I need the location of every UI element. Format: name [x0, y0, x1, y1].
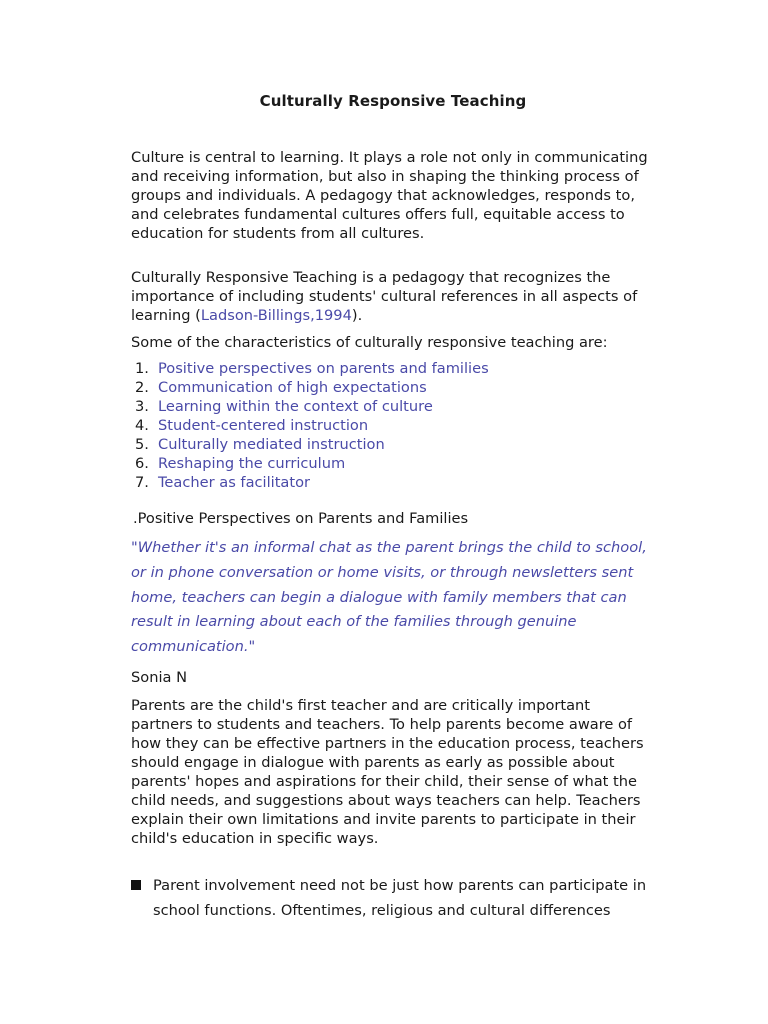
list-number: 7.: [135, 474, 149, 491]
bullet-item: [131, 873, 651, 923]
quote-block: "Whether it's an informal chat as the parent brings the child to school, or in phone conversation or home visits, or through newsletters sent home, teachers can begin a dialogue with family members that can result in learning about each of the families through genuine communication.": [131, 539, 647, 656]
list-number: 5.: [135, 436, 149, 453]
list-item[interactable]: [135, 378, 489, 397]
document-title: Culturally Responsive Teaching: [259, 92, 527, 110]
list-item[interactable]: [135, 473, 489, 492]
parents-paragraph-text: Parents are the child's first teacher and are critically important partners to students and teachers. To help parents become aware of how they can be effective partners in the education process, teachers should engage in dialogue with parents as early as possible about parents' hopes and aspirations for their child, their sense of what the child needs, and suggestions about ways teachers can help. Teachers explain their own limitations and invite parents to participate in their child's education in specific ways.: [131, 697, 644, 847]
list-number: 2.: [135, 379, 149, 396]
list-item[interactable]: [135, 454, 489, 473]
list-item[interactable]: [135, 435, 489, 454]
list-number: 4.: [135, 417, 149, 434]
list-link[interactable]: Communication of high expectations: [158, 379, 427, 396]
intro-paragraph-text: Culture is central to learning. It plays a role not only in communicating and receiving information, but also in shaping the thinking process of groups and individuals. A pedagogy that acknowledges, responds to, and celebrates fundamental cultures offers full, equitable access to education for students from all cultures.: [131, 149, 648, 242]
intro-paragraph: [131, 148, 651, 243]
characteristics-list: [135, 359, 489, 492]
list-number: 1.: [135, 360, 149, 377]
list-link[interactable]: Learning within the context of culture: [158, 398, 433, 415]
list-number: 6.: [135, 455, 149, 472]
list-item[interactable]: [135, 416, 489, 435]
definition-text-end: ).: [351, 307, 363, 324]
list-link[interactable]: Reshaping the curriculum: [158, 455, 346, 472]
list-link[interactable]: Positive perspectives on parents and families: [158, 360, 489, 377]
parents-paragraph: [131, 696, 651, 848]
citation-link[interactable]: Ladson-Billings,1994: [200, 307, 352, 324]
list-link[interactable]: Teacher as facilitator: [158, 474, 311, 491]
definition-text: Culturally Responsive Teaching is a pedagogy that recognizes the importance of including students' cultural references in all aspects of learning (: [131, 269, 638, 324]
square-bullet-icon: [131, 880, 141, 890]
section-heading: .Positive Perspectives on Parents and Families: [133, 510, 469, 527]
list-item[interactable]: [135, 359, 489, 378]
list-link[interactable]: Culturally mediated instruction: [158, 436, 385, 453]
characteristics-intro: [131, 333, 651, 352]
bullet-text: Parent involvement need not be just how parents can participate in school functions. Oftentimes, religious and cultural differences: [153, 877, 647, 919]
quote-author: Sonia N: [131, 669, 187, 686]
list-number: 3.: [135, 398, 149, 415]
characteristics-intro-text: Some of the characteristics of culturally responsive teaching are:: [131, 334, 608, 351]
definition-paragraph: [131, 268, 651, 325]
list-item[interactable]: [135, 397, 489, 416]
list-link[interactable]: Student-centered instruction: [158, 417, 369, 434]
